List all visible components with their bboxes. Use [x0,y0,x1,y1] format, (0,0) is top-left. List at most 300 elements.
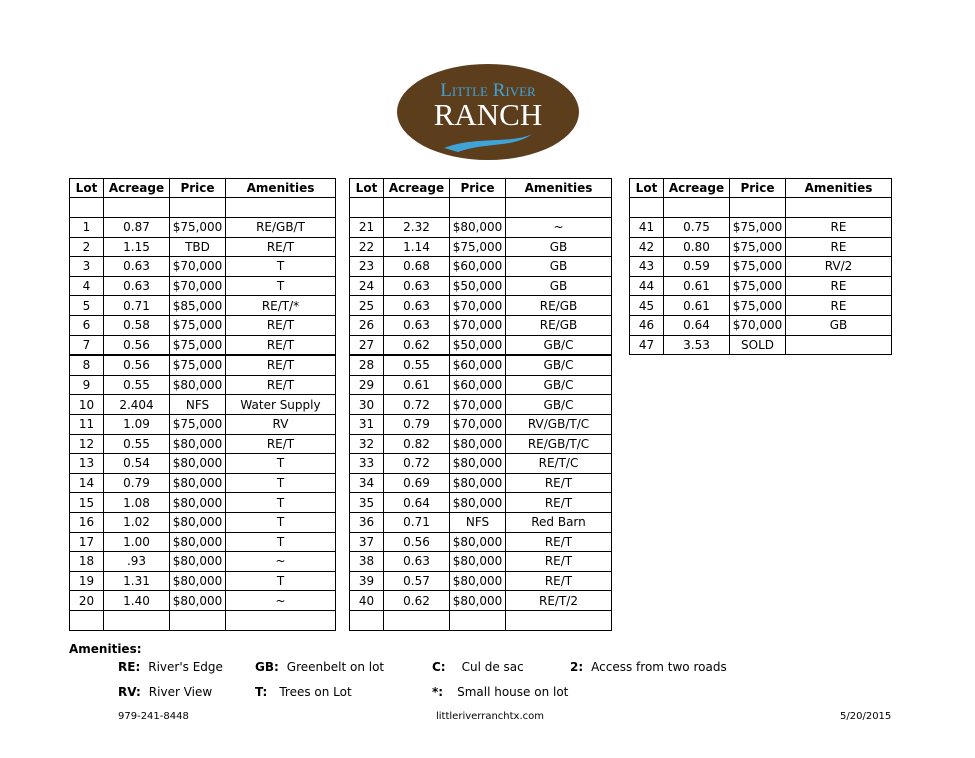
table-row [350,237,612,257]
cell-amenities: Red Barn [506,512,612,532]
cell-lot: 12 [70,434,104,454]
cell-acreage: 2.404 [104,395,170,415]
table-header-row [350,179,612,198]
legend-title: Amenities: [69,642,142,656]
cell-amenities: RE/GB/T/C [506,434,612,454]
cell-amenities: T [226,571,336,591]
cell-price: $75,000 [170,218,226,238]
table-row [350,493,612,513]
cell-acreage: 0.63 [384,296,450,316]
cell-lot: 21 [350,218,384,238]
empty-cell [506,610,612,630]
table-row [630,218,892,238]
table-row [350,591,612,611]
table-header-row [630,179,892,198]
logo-line1: Little River [440,80,536,101]
legend-item-t [255,685,352,699]
cell-amenities: RV [226,414,336,434]
cell-amenities: RE/GB [506,296,612,316]
cell-price: $75,000 [450,237,506,257]
empty-cell [104,610,170,630]
cell-amenities: GB [506,237,612,257]
cell-acreage: 1.00 [104,532,170,552]
cell-amenities: RE/GB/T [226,218,336,238]
table-row [630,276,892,296]
cell-lot: 24 [350,276,384,296]
legend-text: Small house on lot [457,685,569,699]
cell-amenities: RE/T/C [506,454,612,474]
cell-acreage: 0.58 [104,315,170,335]
cell-lot: 16 [70,512,104,532]
cell-amenities: RE [786,237,892,257]
cell-amenities: T [226,276,336,296]
empty-cell [506,198,612,218]
table-row [350,434,612,454]
footer-website: littleriverranchtx.com [436,711,545,722]
cell-price: $80,000 [170,512,226,532]
cell-price: $80,000 [170,434,226,454]
cell-amenities: RE [786,218,892,238]
blank-row [630,198,892,218]
cell-lot: 36 [350,512,384,532]
cell-amenities: RE/T [506,571,612,591]
cell-price: $80,000 [450,571,506,591]
legend-item-re [118,660,223,674]
cell-price: $70,000 [450,395,506,415]
cell-lot: 35 [350,493,384,513]
cell-acreage: 0.79 [104,473,170,493]
cell-amenities: T [226,493,336,513]
cell-acreage: 1.14 [384,237,450,257]
cell-price: TBD [170,237,226,257]
empty-cell [70,610,104,630]
legend-code: 2: [570,660,584,674]
cell-amenities: RV/GB/T/C [506,414,612,434]
cell-lot: 38 [350,552,384,572]
empty-cell [226,198,336,218]
legend-code: T: [255,685,268,699]
cell-lot: 15 [70,493,104,513]
cell-amenities: GB [506,257,612,277]
cell-price: $75,000 [730,257,786,277]
cell-amenities: T [226,512,336,532]
table-row [350,375,612,395]
cell-price: $80,000 [170,591,226,611]
table-row [70,493,336,513]
cell-price: $60,000 [450,257,506,277]
cell-price: $80,000 [450,434,506,454]
cell-price: SOLD [730,335,786,355]
cell-lot: 33 [350,454,384,474]
cell-lot: 27 [350,335,384,355]
cell-lot: 7 [70,335,104,355]
cell-acreage: 0.64 [384,493,450,513]
empty-cell [630,198,664,218]
cell-lot: 4 [70,276,104,296]
cell-lot: 1 [70,218,104,238]
cell-lot: 13 [70,454,104,474]
cell-lot: 41 [630,218,664,238]
legend-item-star [432,685,568,699]
cell-amenities: RE/T [226,335,336,355]
cell-price: NFS [170,395,226,415]
table-row [630,315,892,335]
cell-lot: 14 [70,473,104,493]
empty-cell [350,610,384,630]
cell-lot: 18 [70,552,104,572]
cell-price: $80,000 [450,552,506,572]
cell-price: $75,000 [730,296,786,316]
table-row [630,335,892,355]
legend-code: RE: [118,660,141,674]
table-row [70,473,336,493]
column-header-price: Price [170,179,226,198]
logo-line2: RANCH [433,97,543,132]
empty-cell [730,198,786,218]
cell-lot: 2 [70,237,104,257]
cell-amenities [786,335,892,355]
column-header-lot: Lot [350,179,384,198]
cell-amenities: RV/2 [786,257,892,277]
cell-acreage: 0.62 [384,335,450,355]
empty-cell [226,610,336,630]
legend-item-2 [570,660,727,674]
cell-acreage: 0.71 [384,512,450,532]
lots-table-1 [69,178,336,631]
cell-price: $75,000 [730,218,786,238]
cell-lot: 40 [350,591,384,611]
legend-text: Cul de sac [461,660,524,674]
table-row [350,257,612,277]
cell-acreage: 1.08 [104,493,170,513]
table-row [70,571,336,591]
table-row [350,335,612,355]
cell-amenities: RE/T [506,473,612,493]
table-row [350,276,612,296]
cell-lot: 3 [70,257,104,277]
blank-row [70,610,336,630]
empty-cell [786,198,892,218]
cell-amenities: RE/T [506,552,612,572]
cell-price: $80,000 [450,591,506,611]
cell-amenities: RE/T [506,532,612,552]
cell-amenities: T [226,532,336,552]
cell-lot: 44 [630,276,664,296]
cell-price: $80,000 [450,532,506,552]
cell-amenities: RE/T [226,434,336,454]
cell-price: $80,000 [450,454,506,474]
table-row [630,296,892,316]
cell-amenities: RE [786,296,892,316]
lots-table-3 [629,178,892,355]
empty-cell [170,610,226,630]
empty-cell [664,198,730,218]
legend-item-c [432,660,524,674]
table-row [70,434,336,454]
cell-acreage: 0.64 [664,315,730,335]
empty-cell [450,198,506,218]
cell-price: $50,000 [450,276,506,296]
cell-price: $70,000 [450,414,506,434]
empty-cell [70,198,104,218]
cell-acreage: 0.61 [664,276,730,296]
cell-acreage: 0.68 [384,257,450,277]
cell-amenities: GB/C [506,355,612,375]
cell-lot: 32 [350,434,384,454]
cell-price: $75,000 [170,315,226,335]
cell-acreage: 0.79 [384,414,450,434]
cell-amenities: RE/GB [506,315,612,335]
cell-lot: 39 [350,571,384,591]
legend-text: River View [148,685,213,699]
legend-code: C: [432,660,446,674]
cell-lot: 28 [350,355,384,375]
table-row [70,591,336,611]
cell-acreage: 1.09 [104,414,170,434]
legend-text: Trees on Lot [279,685,352,699]
table-row [350,571,612,591]
cell-amenities: RE/T/2 [506,591,612,611]
table-row [70,454,336,474]
cell-acreage: 0.61 [384,375,450,395]
cell-lot: 20 [70,591,104,611]
cell-price: $75,000 [170,355,226,375]
footer-phone: 979-241-8448 [118,711,189,722]
table-row [70,257,336,277]
legend-item-rv [118,685,212,699]
cell-acreage: 0.59 [664,257,730,277]
cell-acreage: 0.55 [384,355,450,375]
table-row [70,335,336,355]
cell-amenities: RE/T/* [226,296,336,316]
empty-cell [170,198,226,218]
cell-price: NFS [450,512,506,532]
cell-lot: 25 [350,296,384,316]
cell-acreage: 0.72 [384,395,450,415]
legend-code: *: [432,685,444,699]
cell-amenities: ~ [506,218,612,238]
cell-price: $60,000 [450,355,506,375]
cell-acreage: 1.31 [104,571,170,591]
cell-acreage: 0.72 [384,454,450,474]
table-row [70,532,336,552]
cell-amenities: GB [506,276,612,296]
cell-acreage: 0.56 [384,532,450,552]
cell-acreage: 0.55 [104,434,170,454]
cell-price: $50,000 [450,335,506,355]
empty-cell [384,610,450,630]
table-row [70,414,336,434]
cell-price: $80,000 [450,473,506,493]
table-row [350,473,612,493]
cell-acreage: 0.80 [664,237,730,257]
cell-acreage: 0.63 [104,276,170,296]
cell-lot: 47 [630,335,664,355]
table-row [70,355,336,375]
cell-lot: 26 [350,315,384,335]
cell-acreage: 0.61 [664,296,730,316]
table-row [630,237,892,257]
cell-amenities: ~ [226,552,336,572]
cell-price: $75,000 [730,237,786,257]
column-header-amenities: Amenities [786,179,892,198]
cell-lot: 42 [630,237,664,257]
empty-cell [350,198,384,218]
cell-acreage: 0.57 [384,571,450,591]
cell-lot: 30 [350,395,384,415]
cell-lot: 22 [350,237,384,257]
legend-text: River's Edge [148,660,223,674]
cell-lot: 46 [630,315,664,335]
cell-price: $80,000 [170,473,226,493]
cell-amenities: Water Supply [226,395,336,415]
cell-lot: 17 [70,532,104,552]
cell-amenities: ~ [226,591,336,611]
legend-code: GB: [255,660,279,674]
blank-row [350,610,612,630]
cell-price: $80,000 [170,454,226,474]
cell-amenities: GB [786,315,892,335]
column-header-lot: Lot [630,179,664,198]
cell-price: $80,000 [450,493,506,513]
empty-cell [450,610,506,630]
lots-table-2 [349,178,612,631]
cell-acreage: 0.82 [384,434,450,454]
legend-code: RV: [118,685,141,699]
table-row [630,257,892,277]
cell-acreage: .93 [104,552,170,572]
cell-price: $80,000 [170,375,226,395]
cell-lot: 11 [70,414,104,434]
cell-lot: 5 [70,296,104,316]
cell-price: $80,000 [170,493,226,513]
cell-price: $80,000 [450,218,506,238]
cell-acreage: 0.69 [384,473,450,493]
table-row [70,218,336,238]
cell-lot: 43 [630,257,664,277]
cell-price: $85,000 [170,296,226,316]
table-row [70,237,336,257]
table-header-row [70,179,336,198]
cell-price: $70,000 [450,296,506,316]
legend-item-gb [255,660,384,674]
table-row [70,315,336,335]
table-row [350,414,612,434]
cell-lot: 19 [70,571,104,591]
cell-price: $80,000 [170,532,226,552]
column-header-amenities: Amenities [226,179,336,198]
cell-amenities: RE/T [506,493,612,513]
table-row [70,375,336,395]
cell-lot: 45 [630,296,664,316]
cell-amenities: GB/C [506,375,612,395]
table-row [350,296,612,316]
cell-amenities: T [226,454,336,474]
table-row [70,512,336,532]
cell-lot: 9 [70,375,104,395]
legend-text: Greenbelt on lot [286,660,385,674]
table-row [350,315,612,335]
cell-lot: 29 [350,375,384,395]
cell-lot: 37 [350,532,384,552]
cell-amenities: GB/C [506,335,612,355]
column-header-lot: Lot [70,179,104,198]
cell-acreage: 0.63 [104,257,170,277]
blank-row [70,198,336,218]
column-header-acreage: Acreage [664,179,730,198]
cell-acreage: 0.63 [384,276,450,296]
cell-price: $75,000 [170,414,226,434]
legend-text: Access from two roads [591,660,727,674]
cell-amenities: T [226,257,336,277]
cell-price: $75,000 [730,276,786,296]
cell-price: $70,000 [170,276,226,296]
table-row [350,218,612,238]
cell-price: $75,000 [170,335,226,355]
cell-acreage: 0.87 [104,218,170,238]
column-header-acreage: Acreage [384,179,450,198]
table-row [350,355,612,375]
cell-lot: 6 [70,315,104,335]
cell-acreage: 3.53 [664,335,730,355]
table-row [70,276,336,296]
cell-amenities: RE/T [226,375,336,395]
cell-lot: 23 [350,257,384,277]
cell-acreage: 0.71 [104,296,170,316]
table-row [350,395,612,415]
cell-lot: 31 [350,414,384,434]
cell-price: $80,000 [170,571,226,591]
cell-acreage: 1.40 [104,591,170,611]
cell-acreage: 1.02 [104,512,170,532]
blank-row [350,198,612,218]
cell-acreage: 0.56 [104,355,170,375]
cell-acreage: 1.15 [104,237,170,257]
column-header-acreage: Acreage [104,179,170,198]
table-row [70,552,336,572]
cell-price: $80,000 [170,552,226,572]
cell-acreage: 0.63 [384,552,450,572]
cell-amenities: RE [786,276,892,296]
cell-lot: 34 [350,473,384,493]
cell-acreage: 0.54 [104,454,170,474]
cell-price: $70,000 [170,257,226,277]
cell-amenities: GB/C [506,395,612,415]
table-row [70,296,336,316]
table-row [350,532,612,552]
cell-acreage: 0.63 [384,315,450,335]
cell-amenities: RE/T [226,237,336,257]
cell-amenities: RE/T [226,355,336,375]
table-row [350,552,612,572]
ranch-logo [396,62,580,162]
cell-lot: 10 [70,395,104,415]
empty-cell [104,198,170,218]
cell-amenities: RE/T [226,315,336,335]
cell-acreage: 0.75 [664,218,730,238]
column-header-amenities: Amenities [506,179,612,198]
footer-date: 5/20/2015 [840,711,892,722]
cell-acreage: 0.55 [104,375,170,395]
column-header-price: Price [730,179,786,198]
cell-acreage: 0.62 [384,591,450,611]
empty-cell [384,198,450,218]
cell-acreage: 2.32 [384,218,450,238]
table-row [350,454,612,474]
cell-price: $60,000 [450,375,506,395]
cell-amenities: T [226,473,336,493]
cell-acreage: 0.56 [104,335,170,355]
